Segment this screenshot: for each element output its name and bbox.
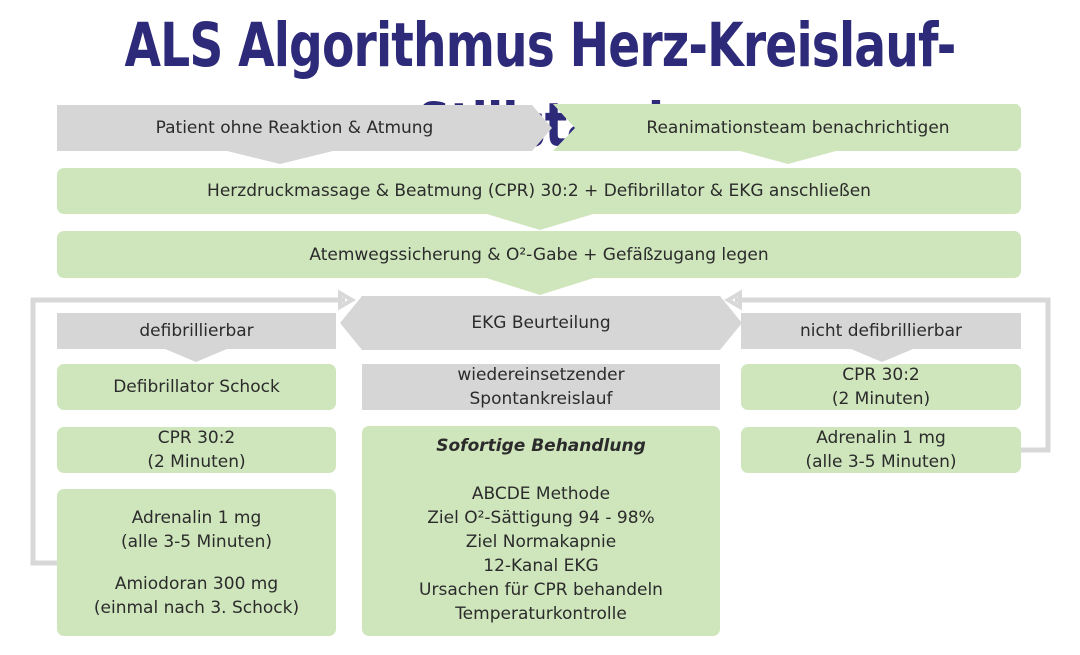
- rosc-treatment-heading: Sofortige Behandlung: [436, 436, 646, 456]
- non-shockable-label: nicht defibrillierbar: [800, 321, 962, 341]
- shockable-label: defibrillierbar: [139, 321, 254, 341]
- arrow-down-airway: [480, 276, 600, 295]
- rosc-label-line-1: wiedereinsetzender: [457, 365, 625, 385]
- shockable-cpr-line-2: (2 Minuten): [147, 452, 246, 472]
- rosc-box: [362, 364, 720, 410]
- airway-label: Atemwegssicherung & O²-Gabe + Gefäßzugang legen: [309, 244, 769, 265]
- rosc-item: ABCDE Methode: [471, 484, 611, 504]
- rosc-item: Temperaturkontrolle: [455, 604, 627, 624]
- amiodarone-label: Amiodoran 300 mg: [114, 573, 279, 594]
- rosc-item: 12-Kanal EKG: [483, 556, 599, 576]
- shockable-cpr-box: [57, 427, 336, 473]
- shockable-cpr-line-1: CPR 30:2: [157, 428, 236, 448]
- page-title: ALS Algorithmus Herz-Kreislauf- ta: [124, 10, 956, 161]
- non-shockable-cpr-box: [741, 364, 1021, 410]
- non-shockable-cpr-line-2: (2 Minuten): [831, 389, 931, 409]
- rosc-item: Ziel O²-Sättigung 94 - 98%: [427, 508, 655, 528]
- amiodarone-interval: (einmal nach 3. Schock): [93, 597, 300, 618]
- call-team-label: Reanimationsteam benachrichtigen: [646, 117, 950, 138]
- adrenaline-label: Adrenalin 1 mg: [131, 507, 262, 528]
- cpr-defib-label: Herzdruckmassage & Beatmung (CPR) 30:2 + Defibrillator & EKG anschließen: [207, 181, 871, 201]
- loop-arrowhead-right: [728, 293, 740, 307]
- airway-box: [57, 231, 1021, 278]
- cpr-defib-box: [57, 168, 1021, 214]
- shock-label: Defibrillator Schock: [113, 377, 280, 397]
- loop-arrowhead-left: [340, 293, 352, 307]
- non-shockable-adrenaline: Adrenalin 1 mg: [816, 428, 946, 448]
- rosc-label-line-2: Spontankreislauf: [469, 389, 613, 409]
- shockable-box: [57, 313, 336, 349]
- adrenaline-interval: (alle 3-5 Minuten): [121, 531, 272, 552]
- rosc-item: Ursachen für CPR behandeln: [419, 580, 663, 600]
- no-response-label: Patient ohne Reaktion & Atmung: [155, 118, 434, 138]
- call-team-box: [575, 104, 1021, 151]
- shockable-drugs-box: [57, 489, 336, 636]
- ecg-assessment-label: EKG Beurteilung: [471, 313, 611, 333]
- non-shockable-adrenaline-interval: (alle 3-5 Minuten): [805, 452, 957, 472]
- non-shockable-cpr-line-1: CPR 30:2: [842, 365, 920, 385]
- arrow-down-cpr: [480, 212, 600, 230]
- non-shockable-box: [741, 313, 1021, 349]
- rosc-item: Ziel Normakapnie: [465, 532, 617, 552]
- ecg-assessment-box: [362, 296, 720, 350]
- shock-box: [57, 364, 336, 410]
- rosc-treatment-box: [362, 426, 720, 636]
- non-shockable-drugs-box: [741, 427, 1021, 473]
- no-response-box: [57, 105, 532, 151]
